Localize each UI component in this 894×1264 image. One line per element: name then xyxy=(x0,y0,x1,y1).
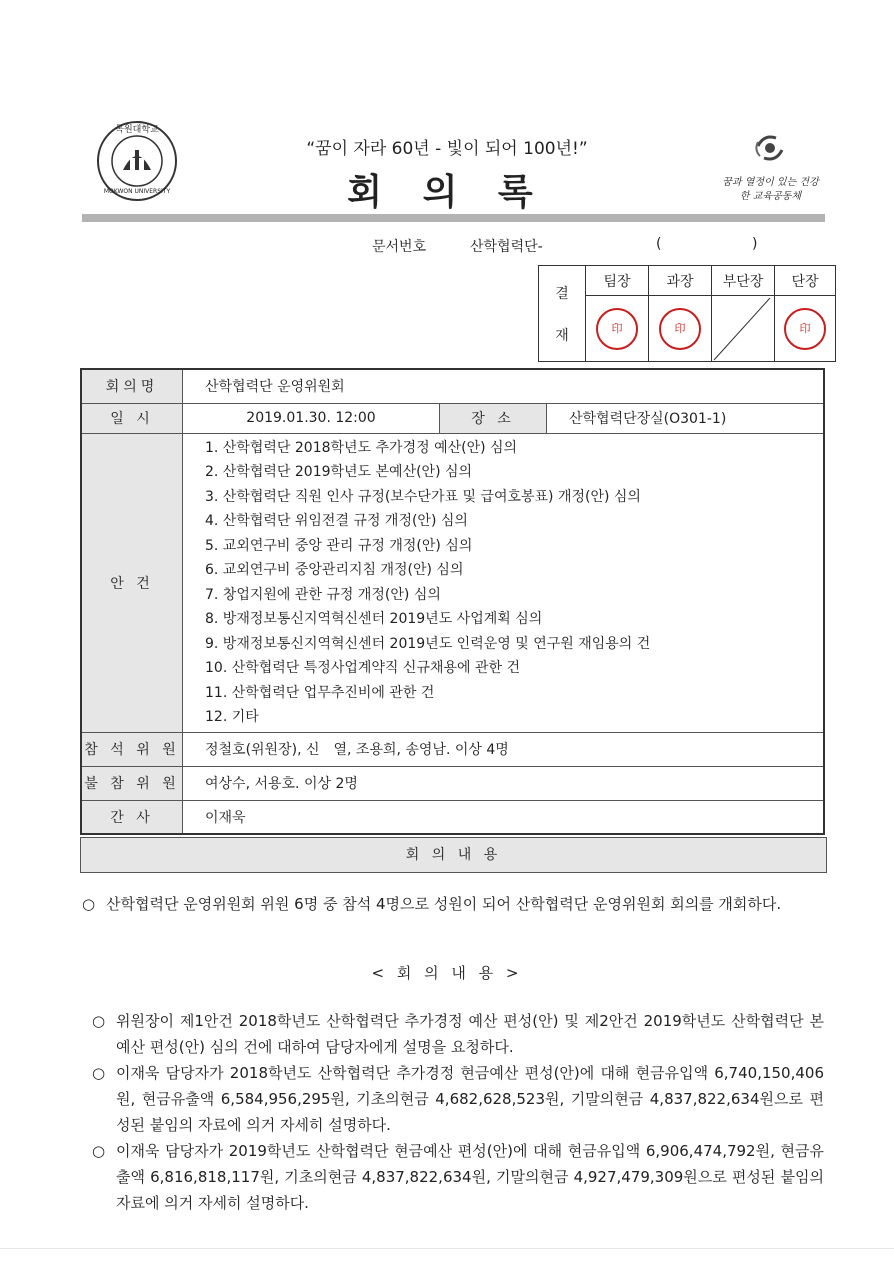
meeting-date-label: 일 시 xyxy=(81,403,183,433)
slash-mark-icon xyxy=(712,296,772,362)
doc-number-paren-close: ) xyxy=(752,236,758,252)
agenda-item: 3. 산학협력단 직원 인사 규정(보수단가표 및 급여호봉표) 개정(안) 심의 xyxy=(205,488,641,505)
page-title: 회 의 록 xyxy=(347,172,547,213)
agenda-item: 5. 교외연구비 중앙 관리 규정 개정(안) 심의 xyxy=(205,537,473,554)
approval-role-head: 단장 xyxy=(775,266,836,296)
attendees-value: 정철호(위원장), 신 열, 조용희, 송영남. 이상 4명 xyxy=(183,732,825,766)
seal-stamp-icon: 印 xyxy=(784,308,826,350)
header-divider xyxy=(82,214,825,222)
bullet-icon: ○ xyxy=(92,1064,106,1082)
approval-cell-head xyxy=(775,296,836,362)
secretary-value: 이재욱 xyxy=(183,800,825,834)
agenda-item: 11. 산학협력단 업무추진비에 관한 건 xyxy=(205,684,435,701)
meeting-info-table xyxy=(80,368,825,835)
agenda-label: 안 건 xyxy=(81,433,183,732)
meeting-place-value: 산학협력단장실(O301-1) xyxy=(547,403,825,433)
bullet-icon: ○ xyxy=(82,895,96,913)
approval-role-manager: 과장 xyxy=(649,266,712,296)
agenda-item: 4. 산학협력단 위임전결 규정 개정(안) 심의 xyxy=(205,513,468,529)
meeting-name-label: 회의명 xyxy=(81,369,183,403)
agenda-list xyxy=(183,433,825,732)
meeting-date-value: 2019.01.30. 12:00 xyxy=(183,403,440,433)
content-item: 위원장이 제1안건 2018학년도 산학협력단 추가경정 예산 편성(안) 및 제2안건 2019학년도 산학협력단 본예산 편성(안) 심의 건에 대하여 담당자에게 설명을 요청하다. xyxy=(116,1012,824,1056)
meeting-place-label: 장 소 xyxy=(440,403,547,433)
community-logo xyxy=(718,132,823,212)
section-title: 회 의 내 용 xyxy=(80,837,827,873)
absentees-value: 여상수, 서용호. 이상 2명 xyxy=(183,766,825,800)
slogan: “꿈이 자라 60년 - 빛이 되어 100년!” xyxy=(306,139,588,159)
content-item: 이재욱 담당자가 2018학년도 산학협력단 추가경정 현금예산 편성(안)에 대해 현금유입액 6,740,150,406원, 현금유출액 6,584,956,295원, 기초의현금 4,682,628,523원, 기말의현금 4,837,822,634원으로 편성된 붙임의 자료에 의거 자세히 설명하다. xyxy=(116,1064,824,1134)
seal-stamp-icon: 印 xyxy=(659,308,701,350)
approval-cell-team-lead xyxy=(586,296,649,362)
agenda-item: 8. 방재정보통신지역혁신센터 2019년도 사업계획 심의 xyxy=(205,611,543,627)
doc-number-label: 문서번호 xyxy=(372,239,427,255)
intro-paragraph: 산학협력단 운영위원회 위원 6명 중 참석 4명으로 성원이 되어 산학협력단 운영위원회 회의를 개회하다. xyxy=(106,895,782,913)
approval-side-label-1: 결 xyxy=(555,285,569,302)
university-logo-en: MOKWON UNIVERSITY xyxy=(103,188,171,195)
approval-side-label xyxy=(539,266,586,362)
content-item: 이재욱 담당자가 2019학년도 산학협력단 현금예산 편성(안)에 대해 현금유입액 6,906,474,792원, 현금유출액 6,816,818,117원, 기초의현금 4,837,822,634원, 기말의현금 4,927,479,309원으로 편성된 붙임의 자료에 의거 자세히 설명하다. xyxy=(116,1142,824,1212)
absentees-label: 불 참 위 원 xyxy=(81,766,183,800)
community-logo-text: 꿈과 열정이 있는 건강한 교육공동체 xyxy=(722,177,819,202)
agenda-item: 1. 산학협력단 2018학년도 추가경정 예산(안) 심의 xyxy=(205,439,518,456)
university-logo-name: 목원대학교 xyxy=(115,125,159,135)
agenda-item: 2. 산학협력단 2019학년도 본예산(안) 심의 xyxy=(205,464,473,480)
scan-edge-line xyxy=(0,1248,894,1249)
seal-stamp-icon: 印 xyxy=(596,308,638,350)
agenda-item: 6. 교외연구비 중앙관리지침 개정(안) 심의 xyxy=(205,562,464,578)
agenda-item: 7. 창업지원에 관한 규정 개정(안) 심의 xyxy=(205,586,441,603)
approval-side-label-2: 재 xyxy=(555,327,569,344)
approval-cell-manager xyxy=(649,296,712,362)
meeting-name-value: 산학협력단 운영위원회 xyxy=(183,369,825,403)
agenda-item: 9. 방재정보통신지역혁신센터 2019년도 인력운영 및 연구원 재임용의 건 xyxy=(205,635,651,652)
approval-table xyxy=(538,265,836,362)
content-subheading: < 회 의 내 용 > xyxy=(371,964,523,982)
agenda-item: 12. 기타 xyxy=(205,709,259,725)
attendees-label: 참 석 위 원 xyxy=(81,732,183,766)
doc-number-value: 산학협력단- xyxy=(470,239,543,255)
bullet-icon: ○ xyxy=(92,1012,106,1030)
secretary-label: 간 사 xyxy=(81,800,183,834)
approval-role-team-lead: 팀장 xyxy=(586,266,649,296)
agenda-item: 10. 산학협력단 특정사업계약직 신규채용에 관한 건 xyxy=(205,660,520,676)
approval-cell-deputy-head xyxy=(712,296,775,362)
bullet-icon: ○ xyxy=(92,1142,106,1160)
approval-role-deputy-head: 부단장 xyxy=(712,266,775,296)
doc-number-paren-open: ( xyxy=(656,236,662,252)
